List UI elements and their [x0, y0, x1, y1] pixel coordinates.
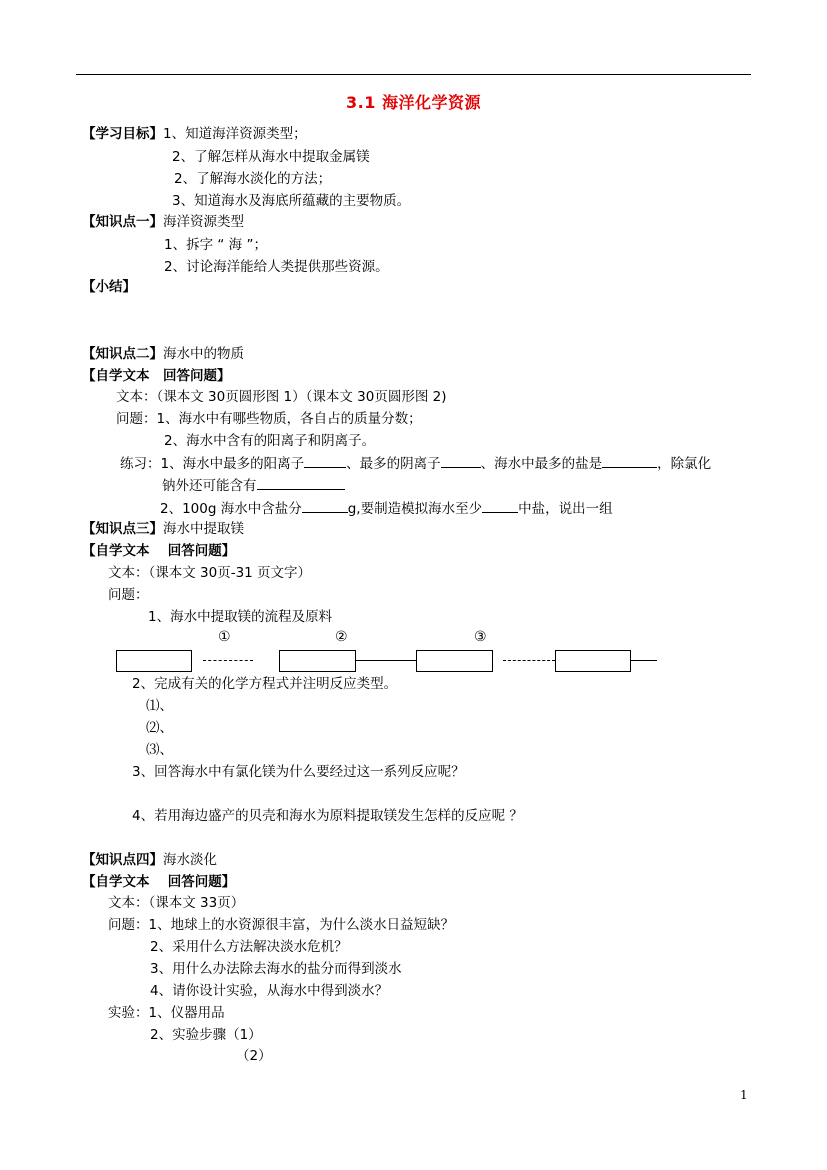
- page-number: 1: [740, 1088, 748, 1102]
- k3-heading: 【知识点三】: [82, 521, 163, 537]
- k2-topic: 海水中的物质: [163, 346, 244, 362]
- step-marker: ③: [474, 629, 487, 645]
- k1-item: 1、拆字 “ 海 ”；: [164, 237, 267, 253]
- question-prefix: 问题：: [108, 917, 149, 933]
- k4-question-1: [108, 915, 454, 935]
- k3-question-3: 3、回答海水中有氯化镁为什么要经过这一系列反应呢？: [132, 764, 465, 780]
- k3-question-4: 4、若用海边盛产的贝壳和海水为原料提取镁发生怎样的反应呢 ？: [132, 808, 523, 824]
- exercise-text: 、最多的阴离子: [346, 456, 441, 472]
- k4-topic: 海水淡化: [163, 852, 217, 868]
- k4-heading-line: [82, 850, 217, 870]
- k2-question-1: [116, 409, 422, 429]
- flow-box[interactable]: [116, 650, 192, 672]
- k2-text-ref: 文本：（课本文 30页圆形图 1）（课本文 30页圆形图 2): [116, 389, 447, 405]
- k4-question-3: 3、用什么办法除去海水的盐分而得到淡水: [150, 961, 402, 977]
- k2-heading-line: [82, 344, 244, 364]
- objective-item: 2、了解怎样从海水中提取金属镁: [172, 149, 370, 165]
- answer-blank[interactable]: [257, 475, 345, 490]
- equation-item: ⑵、: [146, 720, 173, 736]
- objectives-heading: 【学习目标】: [82, 126, 163, 142]
- k1-topic: 海洋资源类型: [163, 214, 244, 230]
- objective-item: 2、了解海水淡化的方法；: [174, 171, 332, 187]
- answer-blank[interactable]: [302, 498, 348, 513]
- objective-item: 3、知道海水及海底所蕴藏的主要物质。: [172, 193, 411, 209]
- k4-heading: 【知识点四】: [82, 852, 163, 868]
- equation-item: ⑴、: [146, 698, 173, 714]
- k3-question-label: 问题：: [108, 587, 149, 603]
- answer-blank[interactable]: [602, 453, 657, 468]
- exercise-text: 中盐，说出一组: [518, 501, 613, 517]
- k1-heading: 【知识点一】: [82, 214, 163, 230]
- exercise-text: 钠外还可能含有: [162, 478, 257, 494]
- flow-arrow-line: [631, 660, 657, 661]
- flow-box[interactable]: [555, 650, 631, 672]
- k2-exercise-2: [160, 498, 613, 519]
- experiment-prefix: 实验：: [108, 1005, 149, 1021]
- flow-arrow-line: [203, 660, 253, 661]
- objective-item: 1、知道海洋资源类型；: [163, 126, 307, 142]
- k4-question-2: 2、采用什么方法解决淡水危机？: [150, 939, 348, 955]
- k2-question-2: 2、海水中含有的阳离子和阴离子。: [164, 433, 376, 449]
- k3-text-ref: 文本：（课本文 30页-31 页文字）: [108, 565, 312, 581]
- flow-arrow-line: [356, 660, 416, 661]
- k3-self-study: 【自学文本 回答问题】: [82, 543, 236, 559]
- k2-exercise-1: [120, 453, 711, 474]
- k1-item: 2、讨论海洋能给人类提供那些资源。: [164, 259, 389, 275]
- flow-box[interactable]: [279, 650, 356, 672]
- answer-blank[interactable]: [441, 453, 481, 468]
- question-prefix: 问题：: [116, 411, 157, 427]
- k3-heading-line: [82, 519, 244, 539]
- k3-flow-title: 1、海水中提取镁的流程及原料: [148, 609, 333, 625]
- header-rule: [76, 74, 751, 75]
- answer-blank[interactable]: [482, 498, 518, 513]
- exercise-text: g,要制造模拟海水至少: [347, 501, 483, 517]
- k3-question-2: 2、完成有关的化学方程式并注明反应类型。: [132, 676, 398, 692]
- exercise-text: ，除氯化: [657, 456, 712, 472]
- question-text: 1、海水中有哪些物质，各自占的质量分数；: [156, 411, 422, 427]
- summary-heading: 【小结】: [82, 279, 136, 295]
- equation-item: ⑶、: [146, 742, 173, 758]
- k2-exercise-1-cont: [162, 475, 345, 496]
- k2-heading: 【知识点二】: [82, 346, 163, 362]
- k4-text-ref: 文本：（课本文 33页）: [108, 895, 245, 911]
- step-marker: ②: [335, 629, 348, 645]
- k2-self-study: 【自学文本 回答问题】: [82, 368, 231, 384]
- step-marker: ①: [218, 629, 231, 645]
- exercise-text: 1、海水中最多的阳离子: [160, 456, 305, 472]
- k4-experiment-2: 2、实验步骤（1）: [150, 1027, 262, 1043]
- k1-heading-line: [82, 212, 244, 232]
- k4-question-4: 4、请你设计实验，从海水中得到淡水？: [150, 983, 389, 999]
- answer-blank[interactable]: [304, 453, 346, 468]
- k4-experiment-3: （2）: [236, 1048, 272, 1064]
- objectives-line-1: [82, 124, 307, 144]
- k3-topic: 海水中提取镁: [163, 521, 244, 537]
- k4-self-study: 【自学文本 回答问题】: [82, 874, 236, 890]
- exercise-text: 、海水中最多的盐是: [480, 456, 603, 472]
- k4-experiment-1: [108, 1003, 225, 1023]
- question-text: 1、地球上的水资源很丰富，为什么淡水日益短缺？: [148, 917, 455, 933]
- flow-arrow-line: [503, 660, 555, 661]
- exercise-text: 2、100g 海水中含盐分: [160, 501, 302, 517]
- flow-box[interactable]: [416, 650, 493, 672]
- exercise-prefix: 练习：: [120, 456, 161, 472]
- experiment-text: 1、仪器用品: [148, 1005, 225, 1021]
- page-title: 3.1 海洋化学资源: [346, 93, 481, 112]
